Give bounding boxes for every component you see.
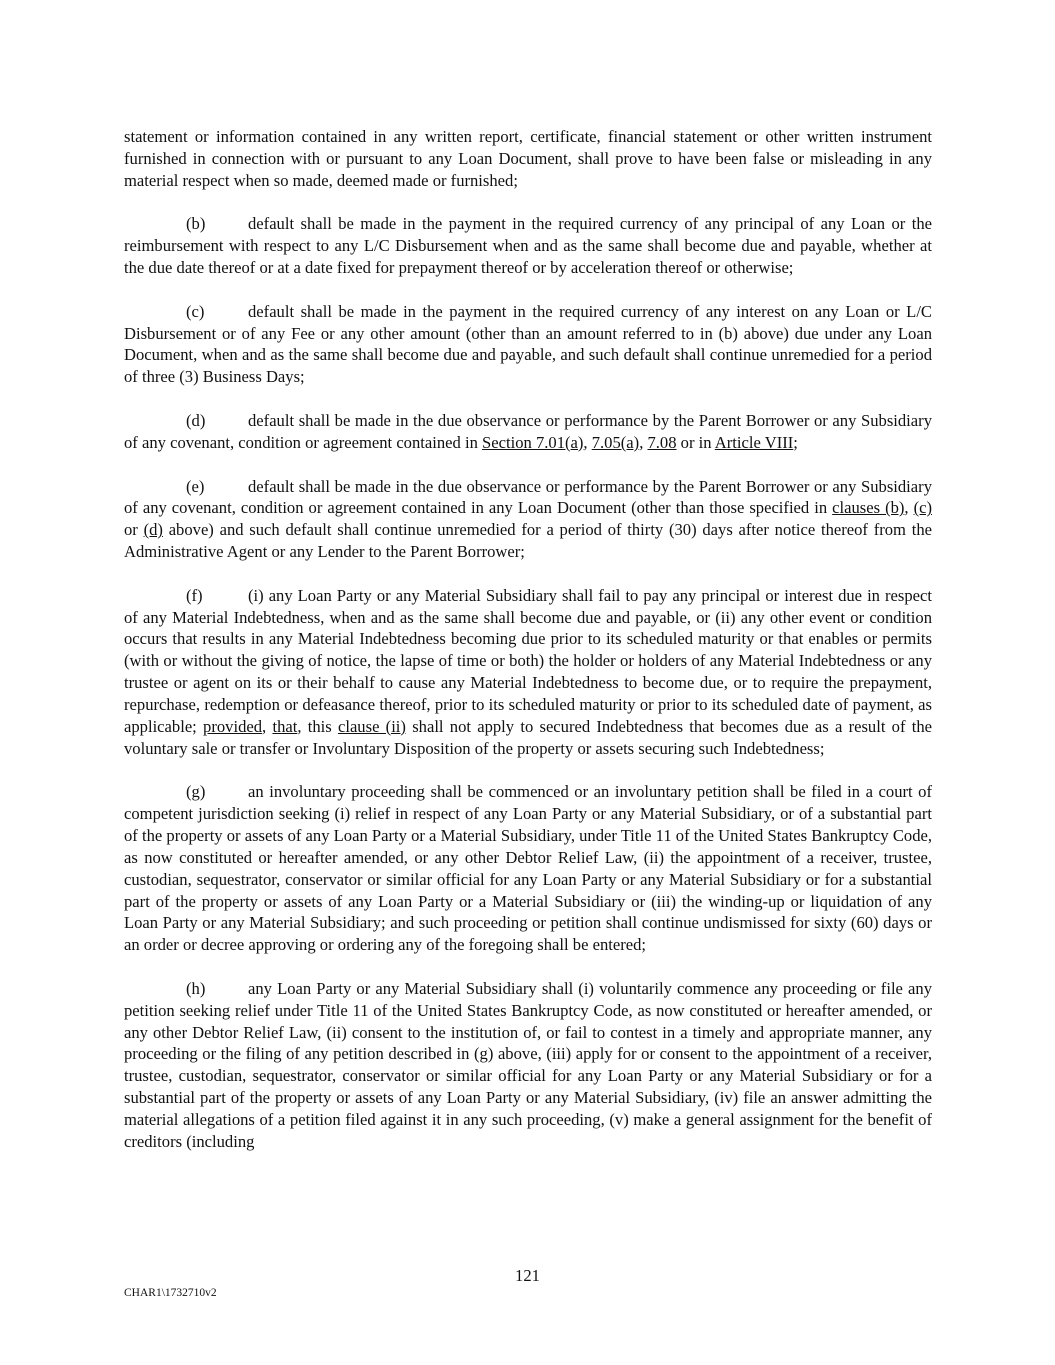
paragraph-c [124,301,932,388]
document-id: CHAR1\1732710v2 [124,1287,217,1299]
defined-term-that: that [272,716,298,736]
paragraph-e-text-end: above) and such default shall continue unremedied for a period of thirty (30) days after notice thereof from the Administrative Agent or any Lender to the Parent Borrower; [124,520,932,562]
paragraph-intro [124,126,932,192]
paragraph-b-text: default shall be made in the payment in the required currency of any principal of any Loan or the reimbursement with respect to any L/C Disbursement when and as the same shall become due and payable, whether at the due date thereof or at a date fixed for prepayment thereof or by acceleration thereof or otherwise; [124,214,932,278]
separator: or in [676,432,715,452]
clause-label-h: (h) [186,978,206,998]
page-number: 121 [515,1266,540,1285]
separator: , [904,498,914,518]
paragraph-b [124,213,932,279]
separator: , this [297,716,338,736]
paragraph-d-text-end: ; [793,432,798,452]
separator: , [639,432,648,452]
clause-label-b: (b) [186,214,206,234]
section-reference-link: 7.08 [647,432,677,452]
clause-reference-link: (d) [143,520,163,540]
paragraph-g-text: an involuntary proceeding shall be commenced or an involuntary petition shall be filed in a court of competent jurisdiction seeking (i) relief in respect of any Loan Party or any Material Subsidiary, or of a substantial part of the property or assets of any Loan Party or a Material Subsidiary, under Title 11 of the United States Bankruptcy Code, as now constituted or hereafter amended, or any other Debtor Relief Law, (ii) the appointment of a receiver, trustee, custodian, sequestrator, conservator or similar official for any Loan Party or any Material Subsidiary or for a substantial part of the property or assets of any Loan Party or a Material Subsidiary or (iii) the winding-up or liquidation of any Loan Party or any Material Subsidiary; and such proceeding or petition shall continue undismissed for sixty (60) days or an order or decree approving or ordering any of the foregoing shall be entered; [124,782,933,955]
clause-label-e: (e) [186,476,205,496]
clause-label-c: (c) [186,301,205,321]
separator: , [583,432,592,452]
paragraph-f-text: (i) any Loan Party or any Material Subsidiary shall fail to pay any principal or interest due in respect of any Material Indebtedness, when and as the same shall become due and payable, or (ii) any other event or condition occurs that results in any Material Indebtedness becoming due prior to its scheduled maturity or that enables or permits (with or without the giving of notice, the lapse of time or both) the holder or holders of any Material Indebtedness or any trustee or agent on its or their behalf to cause any Material Indebtedness to become due, or to require the prepayment, repurchase, redemption or defeasance thereof, prior to its scheduled maturity or prior to its scheduled date of payment, as applicable; [124,585,932,736]
paragraph-h [124,978,932,1153]
clause-label-g: (g) [186,782,206,802]
separator: , [262,716,273,736]
paragraph-d [124,410,932,454]
paragraph-f-text-end: shall not apply to secured Indebtedness that becomes due as a result of the voluntary sale or transfer or Involuntary Disposition of the property or assets securing such Indebtedness; [124,716,933,758]
section-reference-link: Section 7.01(a) [482,432,584,452]
paragraph-d-text: default shall be made in the due observance or performance by the Parent Borrower or any Subsidiary of any covenant, condition or agreement contained in [124,410,932,452]
defined-term-provided: provided [203,716,263,736]
paragraph-h-text: any Loan Party or any Material Subsidiary shall (i) voluntarily commence any proceeding or file any petition seeking relief under Title 11 of the United States Bankruptcy Code, as now constituted or hereafter amended, or any other Debtor Relief Law, (ii) consent to the institution of, or fail to contest in a timely and appropriate manner, any proceeding or the filing of any petition described in (g) above, (iii) apply for or consent to the appointment of a receiver, trustee, custodian, sequestrator, conservator or similar official for any Loan Party or any Material Subsidiary or for a substantial part of the property or assets of any Loan Party or any Material Subsidiary, (iv) file an answer admitting the material allegations of a petition filed against it in any such proceeding, (v) make a general assignment for the benefit of creditors (including [124,978,932,1151]
article-reference-link: Article VIII [714,432,794,452]
section-reference-link: 7.05(a) [591,432,640,452]
clause-label-f: (f) [186,585,203,605]
clause-reference-link: clause (ii) [337,716,406,736]
paragraph-e [124,476,932,563]
clause-reference-link: (c) [913,498,932,518]
clause-label-d: (d) [186,410,206,430]
paragraph-g [124,781,932,956]
separator: or [124,520,144,540]
paragraph-intro-text: statement or information contained in any written report, certificate, financial statement or other written instrument furnished in connection with or pursuant to any Loan Document, shall prove to have been false or misleading in any material respect when so made, deemed made or furnished; [124,127,932,190]
paragraph-c-text: default shall be made in the payment in the required currency of any interest on any Loan or L/C Disbursement or of any Fee or any other amount (other than an amount referred to in (b) above) due under any Loan Document, when and as the same shall become due and payable, and such default shall continue unremedied for a period of three (3) Business Days; [124,301,932,387]
clause-reference-link: clauses (b) [832,498,905,518]
paragraph-f [124,585,932,760]
document-body [124,126,932,1175]
paragraph-e-text: default shall be made in the due observance or performance by the Parent Borrower or any Subsidiary of any covenant, condition or agreement contained in any Loan Document (other than those specified in [124,476,932,518]
